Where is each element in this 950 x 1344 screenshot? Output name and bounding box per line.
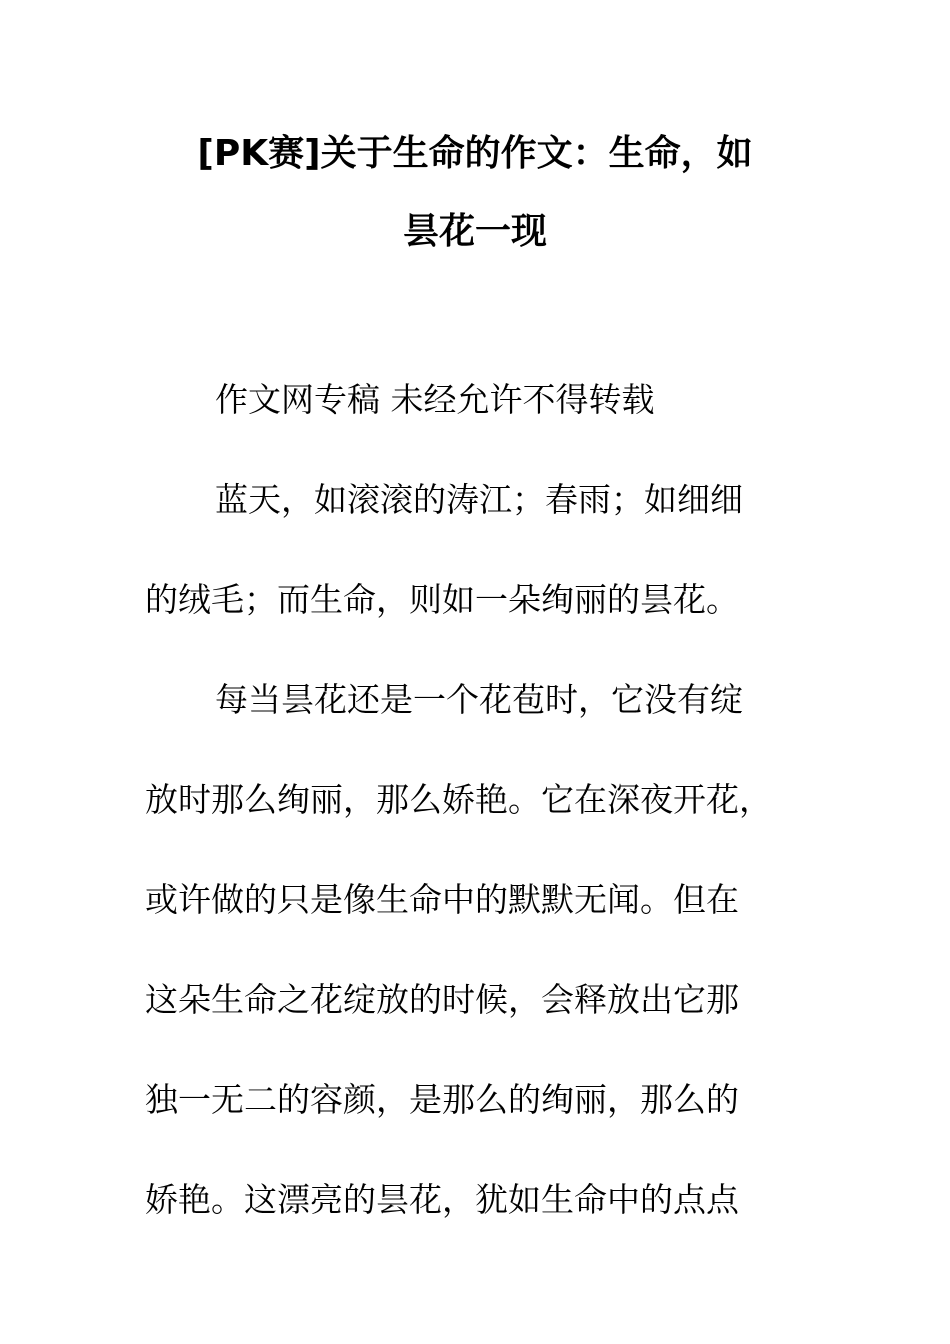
- paragraph-line: 这朵生命之花绽放的时候，会释放出它那: [145, 980, 739, 1019]
- document-title-line-1: [PK赛]关于生命的作文：生命，如: [197, 133, 753, 174]
- copyright-notice: 作文网专稿 未经允许不得转载: [215, 380, 655, 419]
- paragraph-line: 蓝天，如滚滚的涛江；春雨；如细细: [215, 480, 743, 519]
- paragraph-line: 独一无二的容颜，是那么的绚丽，那么的: [145, 1080, 739, 1119]
- paragraph-line: 娇艳。这漂亮的昙花，犹如生命中的点点: [145, 1180, 739, 1219]
- paragraph-line: 每当昙花还是一个花苞时，它没有绽: [215, 680, 743, 719]
- paragraph-line: 放时那么绚丽，那么娇艳。它在深夜开花，: [145, 780, 772, 819]
- document-title-line-2: 昙花一现: [402, 211, 547, 252]
- paragraph-line: 的绒毛；而生命，则如一朵绚丽的昙花。: [145, 580, 739, 619]
- paragraph-line: 或许做的只是像生命中的默默无闻。但在: [145, 880, 739, 919]
